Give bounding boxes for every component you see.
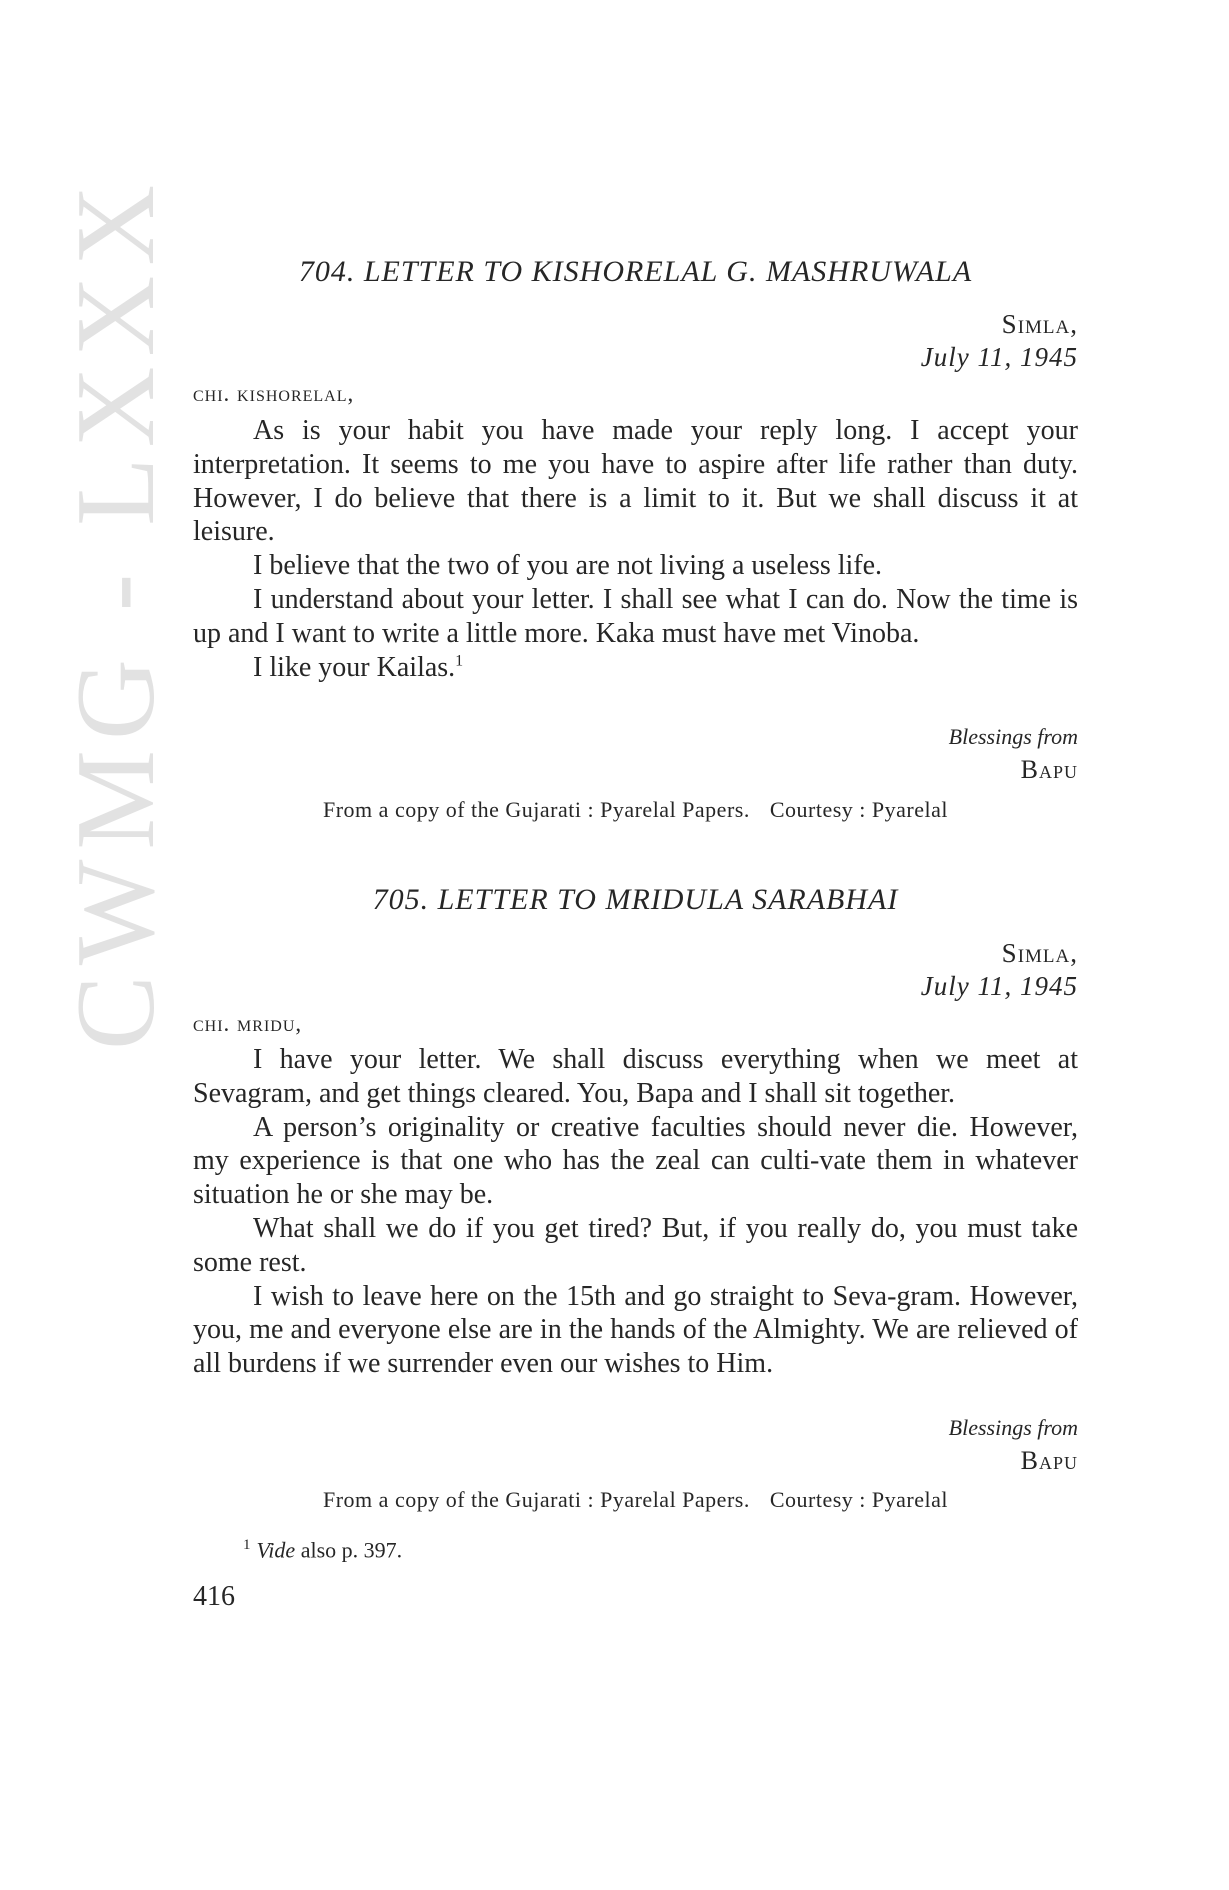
- letter-1-source: [193, 797, 1078, 823]
- letter-1-last-paragraph-text: I like your Kailas.: [253, 651, 456, 683]
- letter-2-title: 705. LETTER TO MRIDULA SARABHAI: [372, 883, 899, 916]
- letter-1-salutation: chi. kishorelal,: [193, 381, 355, 406]
- letter-2-paragraph: I wish to leave here on the 15th and go straight to Seva-gram. However, you, me and everyone else are in the hands of the Almighty. We are relieved of all burdens if we surrender even our wishes to Him.: [193, 1280, 1078, 1380]
- letter-2-courtesy: Courtesy : Pyarelal: [769, 1487, 948, 1512]
- letter-1-title: 704. LETTER TO KISHORELAL G. MASHRUWALA: [298, 255, 973, 288]
- page-number: 416: [193, 1581, 235, 1612]
- watermark-text: CWMG - LXXX: [54, 174, 178, 1050]
- footnote-mark: 1: [243, 1537, 251, 1553]
- letter-2-paragraph: A person’s originality or creative faculties should never die. However, my experience is that one who has the zeal can culti-vate them in whatever situation he or she may be.: [193, 1111, 1078, 1211]
- letter-1-closing: Blessings from: [948, 724, 1078, 749]
- letter-1-paragraph: I believe that the two of you are not living a useless life.: [253, 550, 883, 582]
- letter-2-paragraph: I have your letter. We shall discuss everything when we meet at Sevagram, and get things cleared. You, Bapa and I shall sit together.: [193, 1044, 1078, 1109]
- letter-2-source-text: From a copy of the Gujarati : Pyarelal Papers.: [323, 1487, 750, 1512]
- footnote-reference: 1: [455, 652, 464, 670]
- letter-2-source: [193, 1487, 1078, 1513]
- letter-2-paragraph: What shall we do if you get tired? But, if you really do, you must take some rest.: [193, 1212, 1078, 1278]
- letter-1-paragraph: I understand about your letter. I shall see what I can do. Now the time is up and I want to write a little more. Kaka must have met Vinoba.: [193, 583, 1078, 649]
- letter-1-signature: Bapu: [1020, 755, 1078, 784]
- footnote-text: also p. 397.: [300, 1537, 403, 1563]
- letter-2-body: [193, 1043, 1078, 1381]
- letter-1-place: Simla,: [1001, 309, 1078, 339]
- letter-1-paragraph: As is your habit you have made your reply long. I accept your interpretation. It seems to me you have to aspire after life rather than duty. However, I do believe that there is a limit to it. But we shall discuss it at leisure.: [193, 415, 1078, 548]
- letter-2-place: Simla,: [1001, 938, 1078, 968]
- letter-1-date: July 11, 1945: [920, 342, 1078, 372]
- letter-2-closing: Blessings from: [948, 1415, 1078, 1440]
- letter-1-last-paragraph: [193, 651, 1078, 685]
- footnote: [243, 1537, 402, 1563]
- letter-1-source-text: From a copy of the Gujarati : Pyarelal Papers.: [323, 797, 750, 822]
- footnote-vide: Vide: [256, 1537, 296, 1563]
- letter-2-salutation: chi. mridu,: [193, 1011, 303, 1036]
- letter-1-courtesy: Courtesy : Pyarelal: [769, 797, 948, 822]
- letter-2-signature: Bapu: [1020, 1446, 1078, 1475]
- letter-1-body: [193, 414, 1078, 684]
- letter-2-date: July 11, 1945: [920, 971, 1078, 1001]
